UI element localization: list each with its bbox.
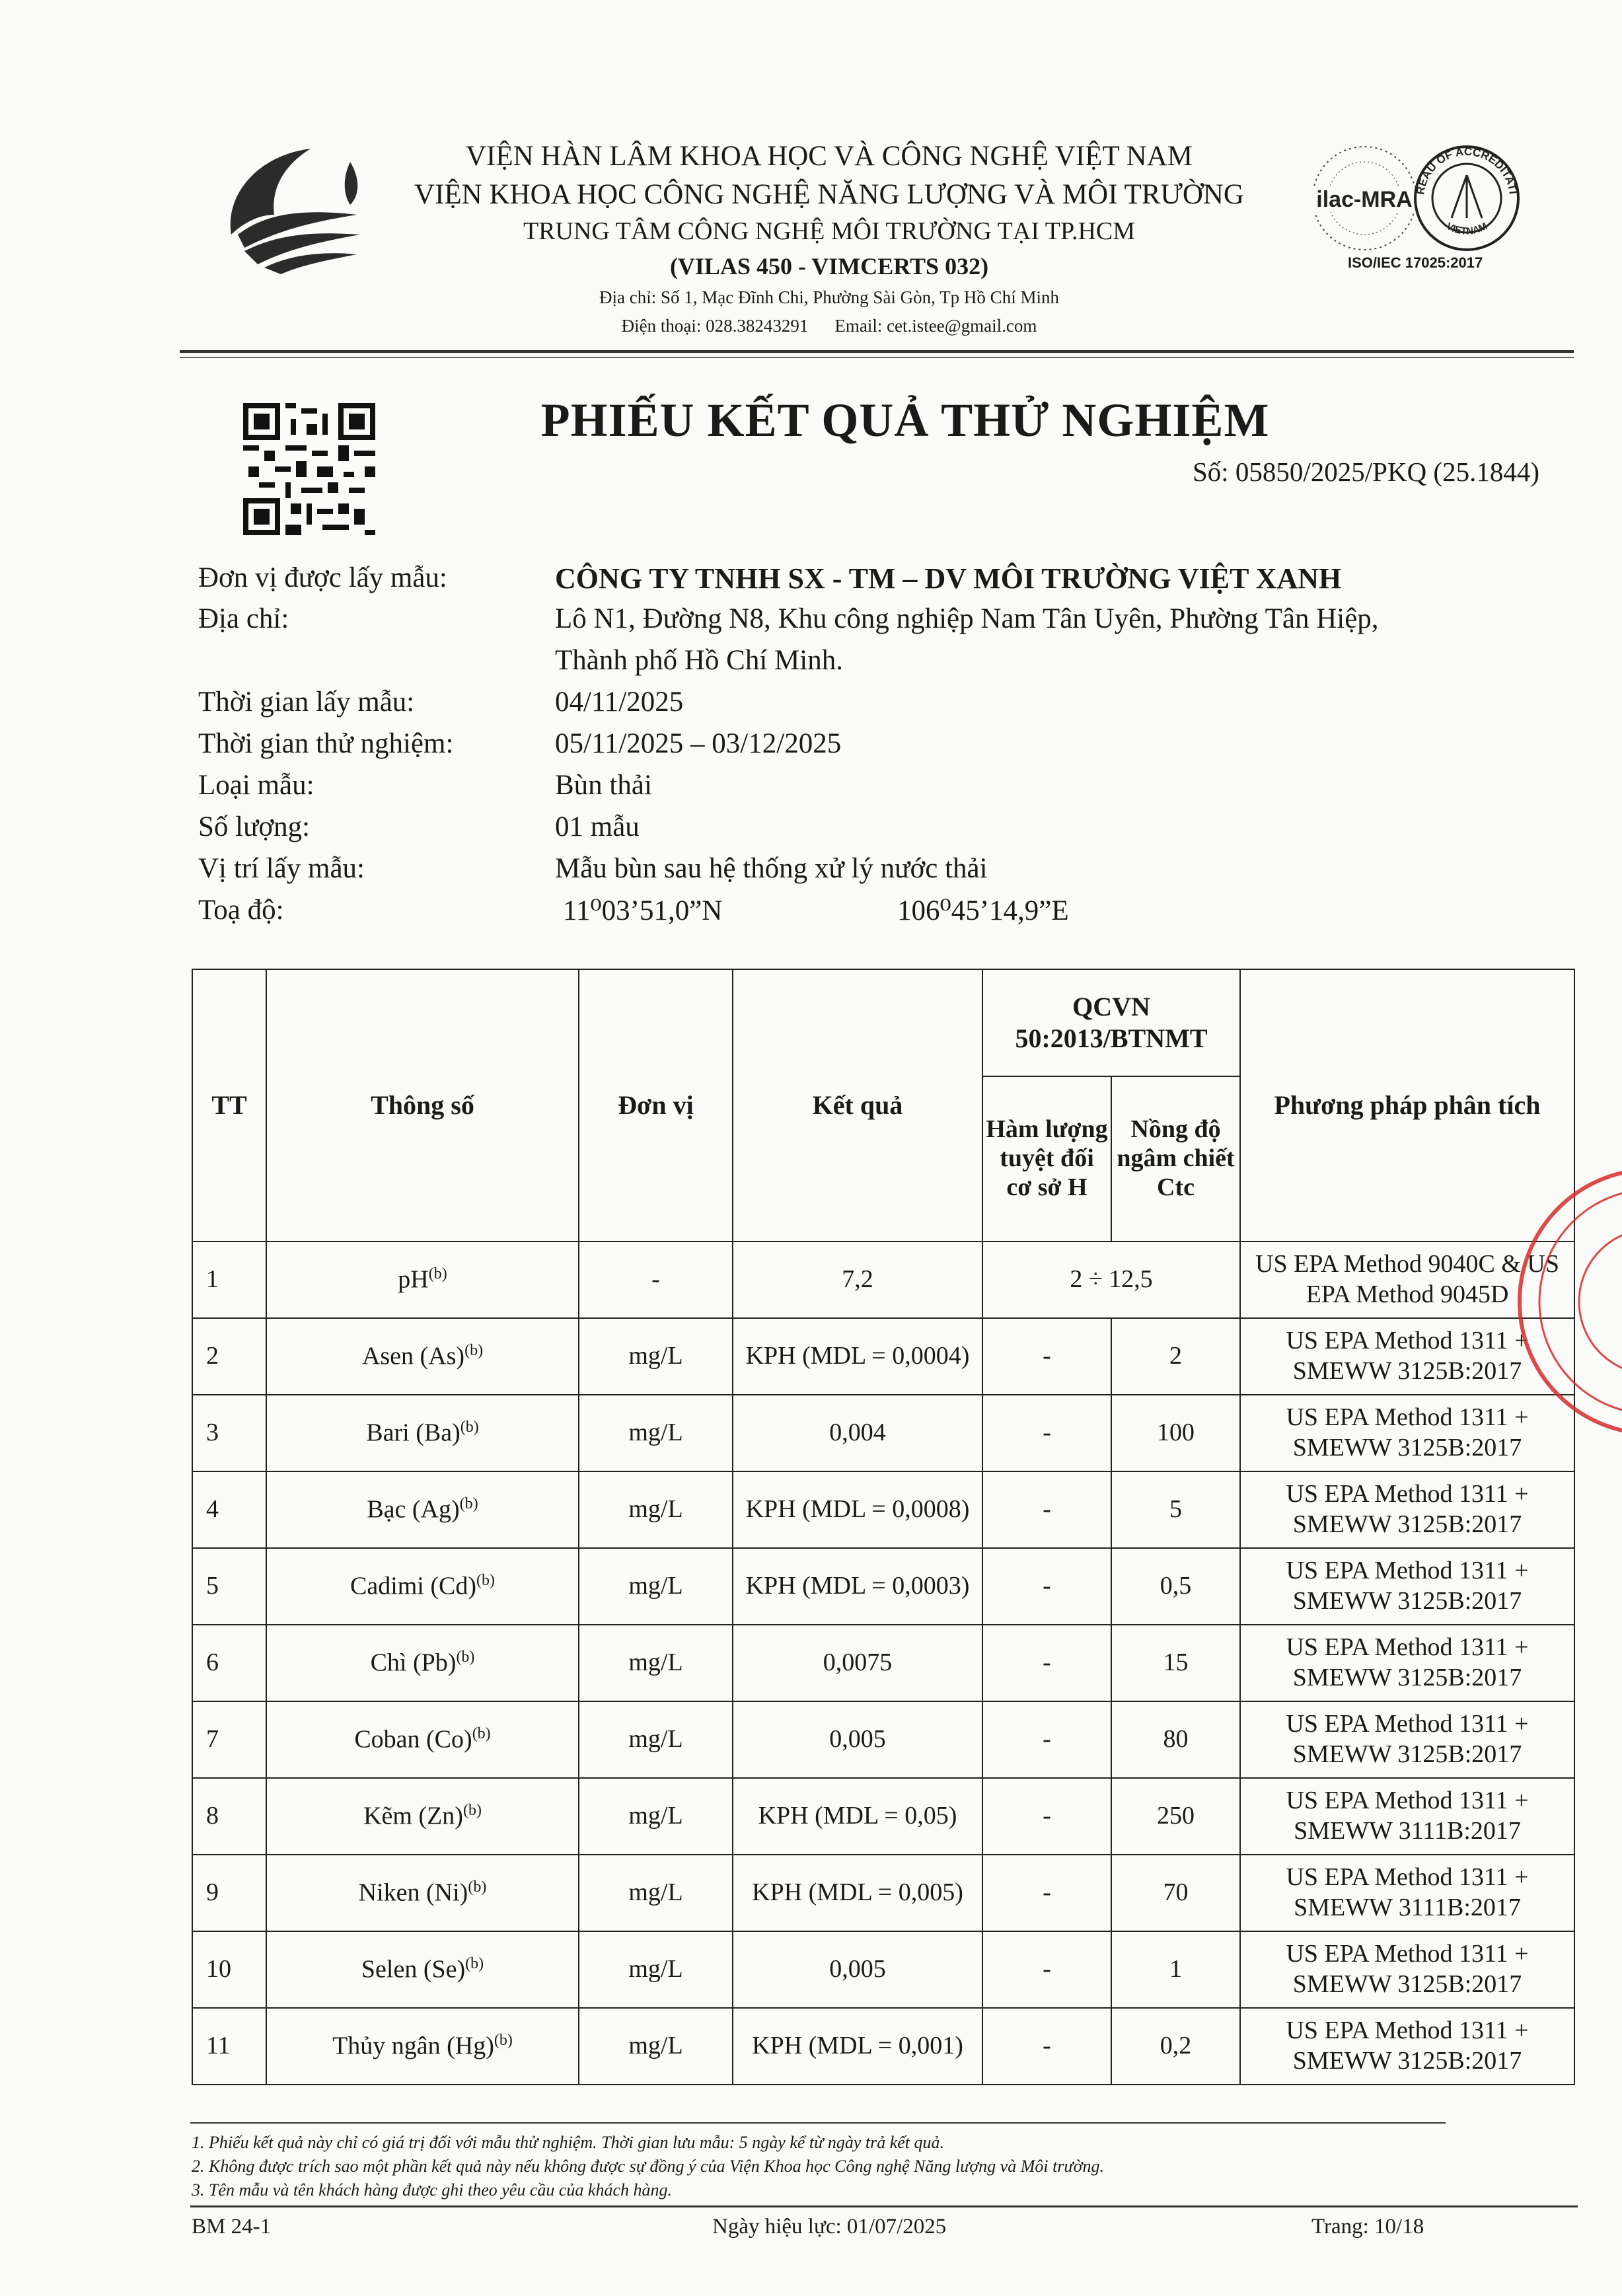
- notes-divider: [190, 2122, 1446, 2124]
- institute-logo: [218, 135, 370, 274]
- info-label: Vị trí lấy mẫu:: [198, 853, 365, 884]
- form-code: BM 24-1: [192, 2215, 272, 2239]
- table-row: [192, 1318, 1574, 1395]
- cell-unit: mg/L: [579, 2008, 733, 2085]
- org-line-institute: VIỆN KHOA HỌC CÔNG NGHỆ NĂNG LƯỢNG VÀ MÔI TRƯỜNG: [414, 179, 1244, 210]
- cell-h: -: [982, 1471, 1111, 1548]
- accreditation-logos: [1305, 135, 1523, 274]
- param-name: Kẽm (Zn): [363, 1802, 463, 1830]
- cell-result: KPH (MDL = 0,001): [733, 2008, 982, 2085]
- cell-param: [266, 1548, 579, 1625]
- ilac-mra-text: ilac-MRA: [1316, 187, 1413, 212]
- param-footnote: (b): [465, 1954, 484, 1972]
- cell-unit: mg/L: [579, 1318, 733, 1395]
- table-row: [192, 1471, 1574, 1548]
- results-table: [192, 969, 1575, 2085]
- note-1: 1. Phiếu kết quả này chỉ có giá trị đối với mẫu thử nghiệm. Thời gian lưu mẫu: 5 ngày kể từ ngày trả kết quả.: [192, 2133, 944, 2152]
- header-tt: TT: [192, 969, 266, 1241]
- param-footnote: (b): [462, 1801, 482, 1819]
- cell-param: [266, 1318, 579, 1395]
- param-name: Cadimi (Cd): [350, 1572, 477, 1600]
- cell-tt: 3: [192, 1395, 266, 1471]
- cell-result: KPH (MDL = 0,0003): [733, 1548, 982, 1625]
- table-row: [192, 1241, 1574, 1318]
- cell-method: US EPA Method 1311 + SMEWW 3111B:2017: [1240, 1778, 1574, 1855]
- param-footnote: (b): [459, 1495, 478, 1512]
- table-row: [192, 2008, 1574, 2085]
- iso-standard: ISO/IEC 17025:2017: [1348, 254, 1483, 271]
- org-email: Email: cet.istee@gmail.com: [834, 316, 1037, 336]
- org-phone: Điện thoại: 028.38243291: [621, 316, 809, 336]
- cell-method: US EPA Method 1311 + SMEWW 3125B:2017: [1240, 1701, 1574, 1778]
- table-row: [192, 1778, 1574, 1855]
- cell-result: 0,005: [733, 1931, 982, 2008]
- cell-tt: 10: [192, 1931, 266, 2008]
- boa-text: REAU OF ACCREDITATI: [1414, 145, 1520, 196]
- cell-unit: -: [579, 1241, 733, 1318]
- cell-result: KPH (MDL = 0,05): [733, 1778, 982, 1855]
- org-contact: [370, 316, 1288, 336]
- note-2: 2. Không được trích sao một phần kết quả này nếu không được sự đồng ý của Viện Khoa học Công nghệ Năng lượng và Môi trường.: [192, 2157, 1104, 2176]
- info-value-company: CÔNG TY TNHH SX - TM – DV MÔI TRƯỜNG VIỆT XANH: [555, 562, 1342, 595]
- cell-ctc: 0,2: [1111, 2008, 1240, 2085]
- cell-tt: 6: [192, 1625, 266, 1701]
- param-footnote: (b): [456, 1648, 475, 1666]
- param-footnote: (b): [460, 1418, 479, 1436]
- info-value-coord-n: 11⁰03’51,0”N: [563, 895, 723, 926]
- cell-ctc: 250: [1111, 1778, 1240, 1855]
- cell-result: KPH (MDL = 0,0008): [733, 1471, 982, 1548]
- red-seal-stamp: [1500, 1156, 1622, 1447]
- header-divider-thin: [180, 357, 1574, 358]
- cell-h: -: [982, 1395, 1111, 1471]
- cell-param: [266, 1471, 579, 1548]
- param-name: Chì (Pb): [370, 1648, 457, 1677]
- cell-method: US EPA Method 1311 + SMEWW 3125B:2017: [1240, 1931, 1574, 2008]
- cell-unit: mg/L: [579, 1855, 733, 1931]
- info-label: Toạ độ:: [198, 895, 284, 926]
- cell-method: US EPA Method 1311 + SMEWW 3125B:2017: [1240, 1471, 1574, 1548]
- header-divider: [180, 350, 1574, 353]
- cell-param: [266, 1778, 579, 1855]
- cell-h: -: [982, 1931, 1111, 2008]
- boa-country-text: VIETNAM: [1444, 220, 1489, 237]
- cell-param: [266, 1931, 579, 2008]
- effective-date: Ngày hiệu lực: 01/07/2025: [712, 2215, 947, 2239]
- cell-tt: 9: [192, 1855, 266, 1931]
- org-address: Địa chỉ: Số 1, Mạc Đĩnh Chi, Phường Sài Gòn, Tp Hồ Chí Minh: [599, 287, 1059, 307]
- param-footnote: (b): [428, 1265, 447, 1282]
- cell-method: US EPA Method 9040C & US EPA Method 9045D: [1240, 1241, 1574, 1318]
- cell-h: -: [982, 1701, 1111, 1778]
- cell-result: 7,2: [733, 1241, 982, 1318]
- param-name: Bari (Ba): [366, 1419, 461, 1447]
- cell-method: US EPA Method 1311 + SMEWW 3125B:2017: [1240, 1625, 1574, 1701]
- param-name: Selen (Se): [361, 1955, 466, 1983]
- cell-ctc: 0,5: [1111, 1548, 1240, 1625]
- info-value-test-period: 05/11/2025 – 03/12/2025: [555, 728, 842, 759]
- cell-result: KPH (MDL = 0,0004): [733, 1318, 982, 1395]
- cell-unit: mg/L: [579, 1471, 733, 1548]
- page-title: PHIẾU KẾT QUẢ THỬ NGHIỆM: [540, 394, 1270, 447]
- param-name: Coban (Co): [354, 1725, 472, 1754]
- cell-unit: mg/L: [579, 1778, 733, 1855]
- cell-param: [266, 1625, 579, 1701]
- param-footnote: (b): [464, 1341, 484, 1359]
- note-3: 3. Tên mẫu và tên khách hàng được ghi theo yêu cầu của khách hàng.: [192, 2180, 672, 2200]
- qr-code-icon: [243, 403, 375, 535]
- cell-h: -: [982, 2008, 1111, 2085]
- cell-ctc: 100: [1111, 1395, 1240, 1471]
- cell-param: [266, 1855, 579, 1931]
- cell-h: -: [982, 1625, 1111, 1701]
- cell-unit: mg/L: [579, 1931, 733, 2008]
- cell-tt: 11: [192, 2008, 266, 2085]
- param-footnote: (b): [476, 1571, 496, 1589]
- cell-method: US EPA Method 1311 + SMEWW 3125B:2017: [1240, 1395, 1574, 1471]
- table-row: [192, 1395, 1574, 1471]
- document-number: Số: 05850/2025/PKQ (25.1844): [1192, 457, 1539, 487]
- footer-divider: [190, 2205, 1578, 2207]
- param-footnote: (b): [494, 2031, 513, 2049]
- param-footnote: (b): [468, 1878, 487, 1896]
- cell-ctc: 1: [1111, 1931, 1240, 2008]
- info-value-sampling-date: 04/11/2025: [555, 686, 684, 718]
- cell-ctc: 70: [1111, 1855, 1240, 1931]
- cell-tt: 7: [192, 1701, 266, 1778]
- cell-ctc: 80: [1111, 1701, 1240, 1778]
- cell-h: -: [982, 1778, 1111, 1855]
- info-label: Đơn vị được lấy mẫu:: [198, 562, 447, 593]
- cell-h: -: [982, 1318, 1111, 1395]
- table-row: [192, 1548, 1574, 1625]
- cell-tt: 2: [192, 1318, 266, 1395]
- cell-h: -: [982, 1855, 1111, 1931]
- header-result: Kết quả: [733, 969, 982, 1241]
- cell-method: US EPA Method 1311 + SMEWW 3125B:2017: [1240, 2008, 1574, 2085]
- cell-tt: 5: [192, 1548, 266, 1625]
- cell-qcvn-range: 2 ÷ 12,5: [982, 1241, 1240, 1318]
- svg-text:VIETNAM: [1444, 221, 1489, 237]
- table-row: [192, 1625, 1574, 1701]
- param-name: pH: [398, 1265, 429, 1294]
- cell-method: US EPA Method 1311 + SMEWW 3125B:2017: [1240, 1318, 1574, 1395]
- info-label: Thời gian lấy mẫu:: [198, 686, 415, 718]
- cell-ctc: 15: [1111, 1625, 1240, 1701]
- cell-result: 0,004: [733, 1395, 982, 1471]
- header-h: Hàm lượng tuyệt đối cơ sở H: [982, 1076, 1111, 1241]
- cell-ctc: 2: [1111, 1318, 1240, 1395]
- info-label: Loại mẫu:: [198, 770, 314, 801]
- cell-unit: mg/L: [579, 1395, 733, 1471]
- param-name: Thủy ngân (Hg): [332, 2032, 494, 2060]
- info-label: Số lượng:: [198, 811, 311, 842]
- header-ctc: Nồng độ ngâm chiết Ctc: [1111, 1076, 1240, 1241]
- param-name: Asen (As): [361, 1342, 465, 1370]
- table-row: [192, 1931, 1574, 2008]
- header-unit: Đơn vị: [579, 969, 733, 1241]
- cell-tt: 8: [192, 1778, 266, 1855]
- info-value-quantity: 01 mẫu: [555, 811, 640, 842]
- cell-result: 0,005: [733, 1701, 982, 1778]
- param-name: Bạc (Ag): [367, 1495, 460, 1524]
- cell-param: [266, 1241, 579, 1318]
- cell-method: US EPA Method 1311 + SMEWW 3111B:2017: [1240, 1855, 1574, 1931]
- info-value-sample-type: Bùn thải: [555, 770, 652, 801]
- org-line-accreditation: (VILAS 450 - VIMCERTS 032): [669, 253, 989, 279]
- cell-unit: mg/L: [579, 1701, 733, 1778]
- param-name: Niken (Ni): [358, 1878, 468, 1907]
- cell-unit: mg/L: [579, 1625, 733, 1701]
- page-number: Trang: 10/18: [1311, 2215, 1424, 2239]
- cell-unit: mg/L: [579, 1548, 733, 1625]
- info-label: Địa chỉ:: [198, 603, 289, 634]
- org-line-center: TRUNG TÂM CÔNG NGHỆ MÔI TRƯỜNG TẠI TP.HCM: [523, 217, 1136, 245]
- table-row: [192, 1855, 1574, 1931]
- cell-tt: 4: [192, 1471, 266, 1548]
- cell-result: 0,0075: [733, 1625, 982, 1701]
- cell-param: [266, 1395, 579, 1471]
- info-value-address-cont: Thành phố Hồ Chí Minh.: [555, 645, 843, 676]
- cell-h: -: [982, 1548, 1111, 1625]
- info-label: Thời gian thử nghiệm:: [198, 728, 454, 759]
- cell-result: KPH (MDL = 0,005): [733, 1855, 982, 1931]
- header-method: Phương pháp phân tích: [1240, 969, 1574, 1241]
- info-value-location: Mẫu bùn sau hệ thống xử lý nước thải: [555, 853, 988, 884]
- info-value-coord-e: 106⁰45’14,9”E: [897, 895, 1069, 926]
- param-footnote: (b): [472, 1724, 491, 1742]
- cell-ctc: 5: [1111, 1471, 1240, 1548]
- cell-param: [266, 1701, 579, 1778]
- cell-tt: 1: [192, 1241, 266, 1318]
- cell-param: [266, 2008, 579, 2085]
- info-value-address: Lô N1, Đường N8, Khu công nghiệp Nam Tân Uyên, Phường Tân Hiệp,: [555, 603, 1379, 634]
- header-qcvn: QCVN 50:2013/BTNMT: [982, 969, 1240, 1076]
- table-row: [192, 1701, 1574, 1778]
- org-line-academy: VIỆN HÀN LÂM KHOA HỌC VÀ CÔNG NGHỆ VIỆT NAM: [465, 141, 1193, 172]
- cell-method: US EPA Method 1311 + SMEWW 3125B:2017: [1240, 1548, 1574, 1625]
- header-param: Thông số: [266, 969, 579, 1241]
